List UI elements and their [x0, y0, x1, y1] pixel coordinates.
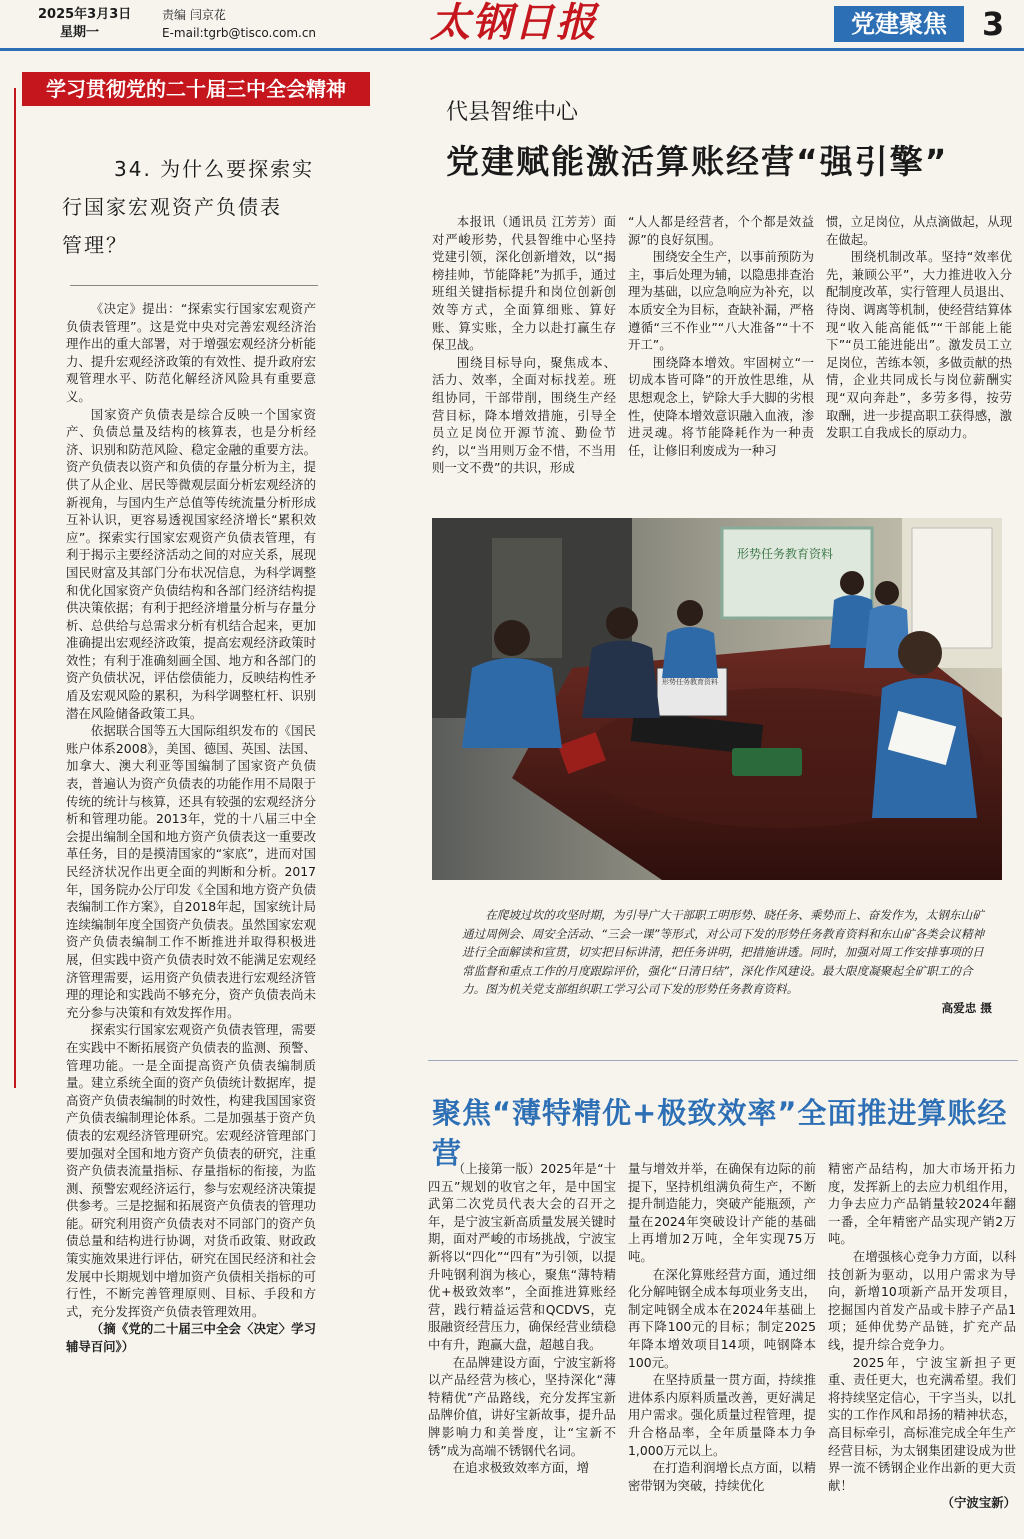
paragraph: “人人都是经营者，个个都是效益源”的良好氛围。	[628, 214, 814, 247]
question-line: 管理？	[62, 233, 128, 257]
paragraph: 《决定》提出：“探索实行国家宏观资产负债表管理”。这是党中央对完善宏观经济治理作出的重大部署，对于增强宏观经济分析能力、提升宏观经济政策的有效性、提升政府宏观管理水平、防范化解经济风险具有重要意义。	[66, 301, 316, 404]
left-article-body	[66, 300, 316, 1356]
article1-col-3	[826, 213, 1012, 442]
masthead-date-block	[38, 6, 131, 42]
paragraph: 围绕目标导向，聚焦成本、活力、效率，全面对标找差。班组协同，干部带削，围绕生产经营目标，降本增效措施，引导全员立足岗位开源节流、勤俭节约，以“当用则万金不惜，不当用则一文不费”的共识，形成	[432, 354, 616, 476]
question-heading	[62, 150, 332, 264]
photo-caption	[462, 906, 992, 1017]
issue-date: 2025年3月3日	[38, 7, 132, 22]
issue-weekday: 星期一	[60, 25, 100, 40]
screen-text: 形势任务教育资料	[737, 547, 834, 561]
masthead-editor-block	[162, 6, 316, 42]
paragraph: 精密产品结构，加大市场开拓力度，发挥新上的去应力机组作用，力争去应力产品销量较2024年翻一番，全年精密产品实现产销2万吨。	[828, 1161, 1016, 1247]
paragraph: 依据联合国等五大国际组织发布的《国民账户体系2008》，美国、德国、英国、法国、加拿大、澳大利亚等国编制了国家资产负债表，普遍认为资产负债表的功能作用不局限于传统的统计与核算，还具有较强的宏观经济分析和管理功能。2013年，党的十八届三中全会提出编制全国和地方资产负债表这一重要改革任务，目的是摸清国家的“家底”，进而对国民经济状况作出更全面的判断和分析。2017年，国务院办公厅印发《全国和地方资产负债表编制工作方案》，自2018年起，国家统计局连续编制年度全国资产负债表。虽然国家宏观资产负债表编制工作不断推进并取得积极进展，但实践中资产负债表时效不能满足宏观经济管理需要，运用资产负债表进行宏观经济管理的理论和实践尚不够充分，资产负债表尚未充分参与决策和有效发挥作用。	[66, 723, 316, 1020]
source-note: （摘《党的二十届三中全会〈决定〉学习辅导百问》）	[66, 1321, 316, 1355]
meeting-photo	[432, 518, 1002, 880]
article2-col-2	[628, 1160, 816, 1494]
article1-headline: 党建赋能激活算账经营“强引擎”	[446, 142, 949, 181]
question-divider	[70, 285, 318, 286]
folder-text: 形势任务教育资料	[662, 678, 718, 686]
paragraph: 围绕机制改革。坚持“效率优先，兼顾公平”，大力推进收入分配制度改革，实行管理人员退出、待岗、调离等机制，使经营结算体现“收入能高能低”“干部能上能下”“员工能进能出”。激发员工立足岗位，苦练本领，多做贡献的热情，企业共同成长与岗位薪酬实现“双向奔赴”，多劳多得，按劳取酬，进一步提高职工获得感，激发职工自我成长的原动力。	[826, 249, 1012, 441]
paragraph: 在增强核心竞争力方面，以科技创新为驱动，以用户需求为导向，新增10项新产品开发项目，挖掘国内首发产品或卡脖子产品1项；延伸优势产品链，扩充产品线，提升综合竞争力。	[828, 1248, 1016, 1352]
editor-name: 责编 闫京花	[162, 8, 226, 22]
question-line: 行国家宏观资产负债表	[62, 195, 282, 219]
caption-text: 在爬坡过坎的攻坚时期，为引导广大干部职工明形势、晓任务、乘势而上、奋发作为，太钢东山矿通过周例会、周安全活动、“三会一课”等形式，对公司下发的形势任务教育资料和东山矿各类会议精神进行全面解读和宣贯，切实把目标讲清，把任务讲明，把措施讲透。同时，加强对周工作安排事项的日常监督和重点工作的月度跟踪评价，强化“日清日结”，深化作风建设。最大限度凝聚起全矿职工的合力。图为机关党支部组织职工学习公司下发的形势任务教育资料。	[462, 908, 985, 996]
article1-kicker: 代县智维中心	[446, 100, 579, 125]
paragraph: 国家资产负债表是综合反映一个国家资产、负债总量及结构的核算表，也是分析经济、识别和防范风险、稳定金融的重要方法。资产负债表以资产和负债的存量分析为主，提供了从企业、居民等微观层面分析宏观经济的新视角，与国内生产总值等传统流量分析形成互补认识，更容易透视国家经济增长“累积效应”。探索实行国家宏观资产负债表管理，有利于揭示主要经济活动之间的对应关系，展现国民财富及其部门分布状况信息，为科学调整和优化国家资产负债结构和各部门经济结构提供决策依据；有利于把经济增量分析与存量分析、总供给与总需求分析有机结合起来，更加准确提出宏观经济政策，提高宏观经济政策时效性；有利于准确刻画全国、地方和各部门的资产负债状况，评估偿债能力，反映结构性矛盾及宏观风险的累积，为科学调整杠杆、识别潜在风险储备政策工具。	[66, 406, 316, 721]
paragraph: 惯，立足岗位，从点滴做起，从现在做起。	[826, 214, 1012, 247]
column-banner: 学习贯彻党的二十届三中全会精神	[22, 72, 370, 106]
editor-email: E-mail:tgrb@tisco.com.cn	[162, 26, 317, 40]
paragraph: （上接第一版）2025年是“十四五”规划的收官之年，是中国宝武第二次党员代表大会的召开之年，是宁波宝新高质量发展关键时期，面对严峻的市场挑战，宁波宝新将以“四化”“四有”为引领，以提升吨钢利润为核心，聚焦“薄特精优+极致效率”，全面推进算账经营，践行精益运营和QCDVS，克服融资经营压力，确保经营业绩稳中有升，跑赢大盘，超越自我。	[428, 1161, 616, 1352]
paragraph: 2025年，宁波宝新担子更重、责任更大，也充满希望。我们将持续坚定信心，干字当头，以扎实的工作作风和昂扬的精神状态，高目标牵引，高标准完成全年生产经营目标，为太钢集团建设成为世界一流不锈钢企业作出新的更大贡献！	[828, 1354, 1016, 1493]
article1-col-2	[628, 213, 814, 459]
meeting-photo-illustration	[432, 518, 1002, 880]
paragraph: 本报讯（通讯员 江芳芳）面对严峻形势，代县智维中心坚持党建引领，深化创新增效，以“揭榜挂帅，节能降耗”为抓手，通过班组关键指标提升和岗位创新创效等方式，全面算细账、算好账、算实账，全力以赴打赢生存保卫战。	[432, 214, 616, 353]
question-line: 34. 为什么要探索实	[114, 157, 315, 181]
page-number: 3	[982, 5, 1005, 43]
paragraph: 量与增效并举，在确保有边际的前提下，坚持机组满负荷生产，不断提升制造能力，突破产能瓶颈，产量在2024年突破设计产能的基础上再增加2万吨，全年实现75万吨。	[628, 1161, 816, 1264]
masthead-rule	[0, 48, 1024, 51]
article2-headline: 聚焦“薄特精优+极致效率”全面推进算账经营	[432, 1096, 1008, 1170]
paragraph: 在品牌建设方面，宁波宝新将以产品经营为核心，坚持深化“薄特精优”产品路线，充分发挥宝新品牌价值，讲好宝新故事，提升品牌影响力和美誉度，让“宝新不锈”成为高端不锈钢代名词。	[428, 1354, 616, 1458]
article-separator	[428, 1060, 1018, 1061]
article1-col-1	[432, 213, 616, 477]
paragraph: 探索实行国家宏观资产负债表管理，需要在实践中不断拓展资产负债表的监测、预警、管理功能。一是全面提高资产负债表编制质量。建立系统全面的资产负债统计数据库，提高资产负债表编制的时效性，构建我国国家资产负债表编制理论体系。二是加强基于资产负债表的宏观经济管理研究。宏观经济管理部门要加强对全国和地方资产负债表的研究，注重资产负债表流量指标、存量指标的衔接，为监测、预警宏观经济运行，参与宏观经济决策提供参考。三是挖掘和拓展资产负债表的管理功能。研究利用资产负债表对不同部门的资产负债总量和结构进行协调，对货币政策、财政政策实施效果进行评估，研究在国民经济和社会发展中长期规划中增加资产负债相关指标的可行性，不断完善管理原则、目标、手段和方式，充分发挥资产负债表管理效用。	[66, 1022, 316, 1319]
paragraph: 围绕安全生产，以事前预防为主，事后处理为辅，以隐患排查治理为基础，以应急响应为补充，以本质安全为目标，查缺补漏，严格遵循“三不作业”“八大准备”“十不开工”。	[628, 249, 814, 353]
paragraph: 围绕降本增效。牢固树立“一切成本皆可降”的开放性思维，从思想观念上，铲除大手大脚的劣根性，使降本增效意识融入血液，渗进灵魂。将节能降耗作为一种责任，让修旧利废成为一种习	[628, 354, 814, 458]
paragraph: 在追求极致效率方面，增	[452, 1460, 590, 1476]
article2-credit: （宁波宝新）	[941, 1495, 1016, 1511]
section-badge: 党建聚焦	[834, 6, 964, 42]
article2-col-3	[828, 1160, 1016, 1512]
paragraph: 在打造利润增长点方面，以精密带钢为突破，持续优化	[628, 1460, 816, 1493]
paragraph: 在深化算账经营方面，通过细化分解吨钢全成本每项业务支出，制定吨钢全成本在2024年基础上再下降100元的目标；制定2025年降本增效项目14项，吨钢降本100元。	[628, 1266, 816, 1370]
photo-credit: 高爱忠 摄	[941, 1000, 992, 1015]
paragraph: 在坚持质量一贯方面，持续推进体系内原料质量改善，更好满足用户需求。强化质量过程管理，提升合格品率，全年质量降本力争1,000万元以上。	[628, 1372, 816, 1458]
article2-col-1	[428, 1160, 616, 1477]
newspaper-logo: 太钢日报	[430, 0, 598, 46]
